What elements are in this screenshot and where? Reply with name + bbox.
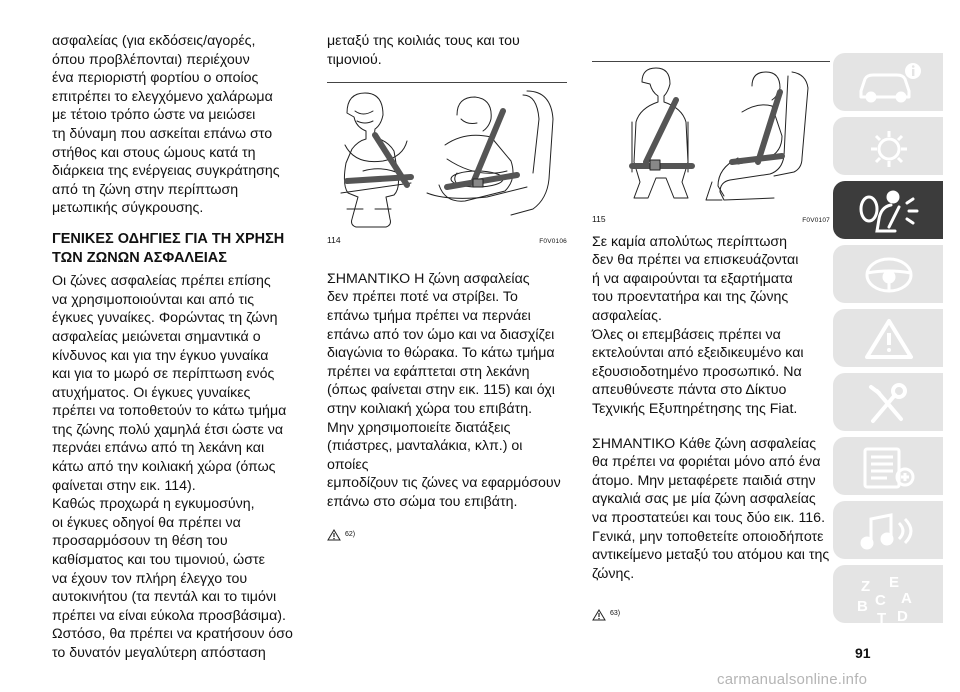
column-1 [52, 32, 307, 663]
seatbelt-fitting-illustration [592, 62, 830, 208]
figure-114 [327, 83, 567, 252]
warning-triangle-icon [327, 529, 341, 541]
dashboard-lights-icon [855, 125, 925, 169]
index-letter: Z [861, 578, 871, 595]
tools-icon [855, 381, 925, 425]
index-letter: D [897, 608, 908, 625]
warning-ref-number: 62) [345, 530, 356, 538]
warning-triangle-icon [855, 317, 925, 361]
tab-dashboard[interactable] [833, 117, 943, 175]
body-paragraph: ΣΗΜΑΝΤΙΚΟ Η ζώνη ασφαλείας δεν πρέπει ποτέ να στρίβει. Το επάνω τμήμα πρέπει να περνάει επάνω από τον ώμο και να διασχίζει διαγώνια το θώρακα. Το κάτω τμήμα πρέπει να εφάπτεται στη λεκάνη (όπως φαίνεται στην εικ. 115) και όχι στην κοιλιακή χώρα του επιβάτη. Μην χρησιμοποιείτε διατάξεις (πιάστρες, μανταλάκια, κλπ.) οι οποίες εμποδίζουν τις ζώνες να εφαρμόσουν επάνω στο σώμα του επιβάτη. [327, 270, 561, 510]
tab-maintenance[interactable] [833, 373, 943, 431]
car-info-icon [855, 61, 925, 105]
warning-reference [592, 605, 830, 624]
index-letter: B [857, 598, 868, 615]
index-letter: A [901, 590, 912, 607]
multimedia-icon [855, 509, 925, 553]
watermark: carmanualsonline.info [717, 671, 868, 688]
body-paragraph-2: ΣΗΜΑΝΤΙΚΟ Κάθε ζώνη ασφαλείας θα πρέπει να φοριέται μόνο από ένα άτομο. Μην μεταφέρετε παιδιά στην αγκαλιά σας με μία ζώνη ασφαλείας να προστατεύει και τους δύο εικ. 116. Γενικά, μην τοποθετείτε οποιοδήποτε αντικείμενο μεταξύ του ατόμου και της ζώνης. [592, 435, 830, 582]
intro-paragraph: ασφαλείας (για εκδόσεις/αγορές, όπου προβλέπονται) περιέχουν ένα περιοριστή φορτίου ο οποίος επιτρέπει το ελεγχόμενο χαλάρωμα με τέτοιο τρόπο ώστε να μειώσει τη δύναμη που ασκείται επάνω στο στήθος και στους ώμους κατά τη διάρκεια της ενέργειας συγκράτησης από τη ζώνη στην περίπτωση μετωπικής σύγκρουσης. [52, 33, 280, 217]
pregnant-seatbelt-illustration [327, 83, 567, 229]
tab-index[interactable] [833, 565, 943, 623]
warning-triangle-icon [592, 609, 606, 621]
figure-number: 115 [592, 214, 606, 224]
section-heading: ΓΕΝΙΚΕΣ ΟΔΗΓΙΕΣ ΓΙΑ ΤΗ ΧΡΗΣΗ ΤΩΝ ΖΩΝΩΝ ΑΣΦΑΛΕΙΑΣ [52, 230, 285, 266]
warning-reference [327, 526, 567, 545]
index-letter: C [875, 592, 886, 609]
figure-115 [592, 62, 830, 231]
tab-driving[interactable] [833, 245, 943, 303]
tab-emergency[interactable] [833, 309, 943, 367]
chapter-tabs [833, 53, 943, 629]
technical-data-icon [855, 445, 925, 489]
figure-code: F0V0106 [539, 238, 567, 246]
index-letter: T [877, 610, 887, 625]
warning-ref-number: 63) [610, 610, 621, 618]
body-paragraph: Οι ζώνες ασφαλείας πρέπει επίσης να χρησιμοποιούνται και από τις έγκυες γυναίκες. Φορώντας τη ζώνη ασφαλείας μειώνεται σημαντικά ο κίνδυνος και για την έγκυο γυναίκα και για το μωρό σε περίπτωση ενός ατυχήματος. Οι έγκυες γυναίκες πρέπει να τοποθετούν το κάτω τμήμα της ζώνης πολύ χαμηλά έτσι ώστε να περνάει επάνω από τη λεκάνη και κάτω από την κοιλιακή χώρα (όπως φαίνεται στην εικ. 114). Καθώς προχωρά η εγκυμοσύνη, οι έγκυες οδηγοί θα πρέπει να προσαρμόσουν τη θέση του καθίσματος και του τιμονιού, ώστε να έχουν τον πλήρη έλεγχο του αυτοκινήτου (τα πεντάλ και το τιμόνι πρέπει να είναι εύκολα προσβάσιμα). Ωστόσο, θα πρέπει να κρατήσουν όσο το δυνατόν μεγαλύτερη απόσταση [52, 273, 293, 661]
body-paragraph-1: Σε καμία απολύτως περίπτωση δεν θα πρέπει να επισκευάζονται ή να αφαιρούνται τα εξαρτήματα του προεντατήρα και της ζώνης ασφαλείας. Όλες οι επεμβάσεις πρέπει να εκτελούνται από εξειδικευμένο και εξουσιοδοτημένο προσωπικό. Να απευθύνεστε πάντα στο Δίκτυο Τεχνικής Εξυπηρέτησης της Fiat. [592, 233, 804, 417]
figure-code: F0V0107 [802, 217, 830, 224]
index-icon [855, 573, 925, 625]
column-2 [327, 32, 567, 544]
airbag-seatbelt-icon [855, 189, 925, 233]
tab-multimedia[interactable] [833, 501, 943, 559]
tab-technical-data[interactable] [833, 437, 943, 495]
column-3 [592, 32, 830, 624]
tab-car-info[interactable] [833, 53, 943, 111]
intro-paragraph: μεταξύ της κοιλιάς τους και του τιμονιού. [327, 33, 520, 68]
steering-wheel-icon [855, 253, 925, 297]
page-number: 91 [855, 645, 871, 661]
index-letter: E [889, 574, 900, 591]
figure-number: 114 [327, 235, 341, 246]
tab-safety[interactable] [833, 181, 943, 239]
